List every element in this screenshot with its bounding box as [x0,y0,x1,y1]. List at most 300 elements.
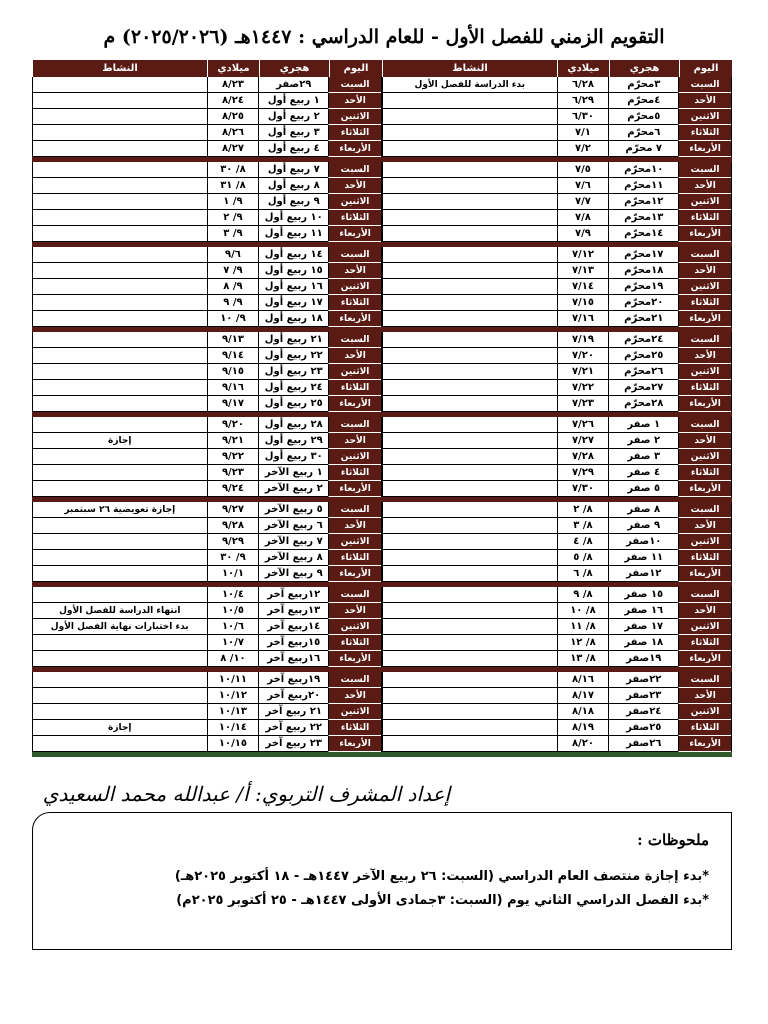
cell-day: السبت [328,247,381,263]
cell-gregorian: ٧/٢٧ [557,433,609,449]
cell-hijri: ٢٤محرّم [608,332,678,348]
cell-hijri: ٢٩ ربيع أول [258,433,328,449]
cell-day: السبت [328,332,381,348]
cell-hijri: ٢٠ربيع آخر [258,688,328,704]
table-row [32,518,381,534]
cell-hijri: ٢٨محرّم [608,396,678,412]
cell-gregorian: ٧/١٦ [557,311,609,327]
cell-hijri: ١ صفر [608,417,678,433]
cell-activity [382,279,557,295]
cell-activity [382,311,557,327]
cell-day: الأربعاء [328,141,381,157]
cell-activity [382,619,557,635]
cell-day: الأحد [328,433,381,449]
cell-gregorian: ٨/٢٣ [207,77,259,93]
cell-gregorian: ٧/٢٠ [557,348,609,364]
table-row [382,481,731,497]
cell-gregorian: ٨/ ١١ [557,619,609,635]
weeks-container [382,77,732,752]
table-row [382,77,731,93]
cell-activity [32,348,207,364]
table-row [382,162,731,178]
cell-hijri: ٤ ربيع أول [258,141,328,157]
table-row [382,704,731,720]
cell-day: الثلاثاء [678,380,731,396]
table-row [32,93,381,109]
cell-day: الأحد [328,518,381,534]
cell-gregorian: ٩/١٥ [207,364,259,380]
table-row [382,247,731,263]
cell-gregorian: ٨/١٩ [557,720,609,736]
cell-hijri: ٢٥ ربيع أول [258,396,328,412]
cell-activity [32,311,207,327]
table-row [382,688,731,704]
cell-activity [32,587,207,603]
cell-gregorian: ٨/ ٦ [557,566,609,582]
table-row [32,380,381,396]
cell-gregorian: ١٠/١١ [207,672,259,688]
cell-hijri: ٢٥صفر [608,720,678,736]
cell-day: الاثنين [328,619,381,635]
cell-activity [382,380,557,396]
cell-activity [382,566,557,582]
cell-activity: بدء الدراسة للفصل الأول [382,77,557,93]
cell-gregorian: ١٠/١٣ [207,704,259,720]
cell-activity [32,635,207,651]
cell-hijri: ٢٤ ربيع أول [258,380,328,396]
cell-activity [382,433,557,449]
cell-gregorian: ٨/١٨ [557,704,609,720]
header-activity: النشاط [382,60,557,77]
cell-activity [382,125,557,141]
table-row [32,449,381,465]
table-row [32,603,381,619]
cell-activity [32,178,207,194]
cell-activity [32,672,207,688]
cell-gregorian: ٦/٣٠ [557,109,609,125]
cell-gregorian: ٩/٢٤ [207,481,259,497]
calendar-tables [32,60,732,772]
cell-activity [32,364,207,380]
cell-activity [382,603,557,619]
cell-day: الثلاثاء [678,550,731,566]
table-row [382,417,731,433]
cell-gregorian: ٨/ ١٢ [557,635,609,651]
table-row [382,396,731,412]
cell-day: السبت [328,587,381,603]
week-block [32,77,382,157]
cell-day: الأربعاء [328,226,381,242]
week-block [32,247,382,327]
cell-hijri: ٤محرّم [608,93,678,109]
cell-gregorian: ٩/٢٩ [207,534,259,550]
cell-gregorian: ٨/ ١٠ [557,603,609,619]
week-block [382,502,732,582]
cell-hijri: ٤ صفر [608,465,678,481]
cell-day: الأحد [328,603,381,619]
cell-activity [382,550,557,566]
cell-hijri: ٥محرّم [608,109,678,125]
cell-hijri: ١٠صفر [608,534,678,550]
cell-activity: إجازة [32,720,207,736]
cell-activity [32,279,207,295]
cell-gregorian: ٧/١٢ [557,247,609,263]
cell-hijri: ١٦ ربيع أول [258,279,328,295]
cell-activity: انتهاء الدراسة للفصل الأول [32,603,207,619]
cell-day: السبت [678,77,731,93]
table-row [382,263,731,279]
cell-activity [32,247,207,263]
cell-gregorian: ٧/١٣ [557,263,609,279]
table-row [32,672,381,688]
cell-activity [382,396,557,412]
table-bottom-bar [32,752,382,757]
cell-hijri: ١٧ ربيع أول [258,295,328,311]
table-row [32,247,381,263]
cell-hijri: ٢٢ ربيع أول [258,348,328,364]
cell-gregorian: ٩/ ١٠ [207,311,259,327]
cell-day: الثلاثاء [328,295,381,311]
table-row [32,279,381,295]
cell-day: الأحد [678,433,731,449]
table-row [382,109,731,125]
cell-gregorian: ٧/٢٦ [557,417,609,433]
cell-hijri: ١٨ ربيع أول [258,311,328,327]
cell-hijri: ٢٢صفر [608,672,678,688]
cell-hijri: ١١ صفر [608,550,678,566]
cell-activity [32,449,207,465]
cell-activity [382,364,557,380]
cell-day: الأربعاء [328,311,381,327]
cell-day: الأربعاء [678,736,731,752]
table-row [382,194,731,210]
cell-day: الأربعاء [678,396,731,412]
cell-gregorian: ٨/ ٣١ [207,178,259,194]
table-row [32,534,381,550]
week-block [32,502,382,582]
cell-hijri: ١٢ربيع آخر [258,587,328,603]
cell-activity [32,518,207,534]
week-block [382,672,732,752]
cell-gregorian: ١٠/ ٨ [207,651,259,667]
cell-hijri: ٣محرّم [608,77,678,93]
cell-hijri: ٣٠ ربيع أول [258,449,328,465]
cell-hijri: ٢٤صفر [608,704,678,720]
table-row [382,619,731,635]
cell-day: الاثنين [678,194,731,210]
cell-gregorian: ٩/ ٧ [207,263,259,279]
table-row [32,704,381,720]
week-block [382,587,732,667]
cell-gregorian: ٧/١٤ [557,279,609,295]
table-row [382,433,731,449]
header-gregorian: ميلادي [207,60,259,77]
cell-activity [382,688,557,704]
cell-gregorian: ٧/١٥ [557,295,609,311]
cell-gregorian: ١٠/١٤ [207,720,259,736]
week-block [382,77,732,157]
table-row [382,502,731,518]
cell-day: الأحد [678,348,731,364]
table-row [32,417,381,433]
cell-activity [382,109,557,125]
cell-hijri: ٢١ ربيع آخر [258,704,328,720]
cell-hijri: ٦ ربيع الآخر [258,518,328,534]
cell-hijri: ٢٥محرّم [608,348,678,364]
cell-activity [382,502,557,518]
cell-day: الأربعاء [678,566,731,582]
cell-activity [32,417,207,433]
cell-day: الاثنين [678,109,731,125]
cell-day: الاثنين [678,364,731,380]
cell-hijri: ١٥ربيع آخر [258,635,328,651]
cell-activity [32,550,207,566]
cell-day: الثلاثاء [328,125,381,141]
cell-gregorian: ٩/ ٨ [207,279,259,295]
cell-activity [382,704,557,720]
cell-hijri: ١٩صفر [608,651,678,667]
cell-hijri: ١٧ صفر [608,619,678,635]
cell-day: الاثنين [678,704,731,720]
cell-hijri: ١٣محرّم [608,210,678,226]
cell-day: الاثنين [678,449,731,465]
cell-activity [32,332,207,348]
cell-activity [32,736,207,752]
table-row [32,125,381,141]
cell-hijri: ٧ ربيع أول [258,162,328,178]
note-line: *بدء إجازة منتصف العام الدراسي (السبت: ٢٦ ربيع الآخر ١٤٤٧هـ - ١٨ أكتوبر ٢٠٢٥هـ) [174,869,709,884]
table-row [32,210,381,226]
table-row [32,109,381,125]
cell-day: الثلاثاء [678,465,731,481]
table-row [32,263,381,279]
cell-activity [382,417,557,433]
cell-hijri: ٢٧محرّم [608,380,678,396]
table-header [382,60,732,77]
table-row [32,77,381,93]
cell-hijri: ٢ صفر [608,433,678,449]
table-row [32,720,381,736]
cell-day: الاثنين [328,449,381,465]
cell-activity [382,247,557,263]
cell-activity [382,263,557,279]
cell-gregorian: ٩/١٧ [207,396,259,412]
cell-activity [382,141,557,157]
cell-gregorian: ٩/٢٧ [207,502,259,518]
cell-gregorian: ٨/٢٦ [207,125,259,141]
cell-activity [32,295,207,311]
cell-gregorian: ٨/ ٢ [557,502,609,518]
cell-hijri: ٢٢ ربيع آخر [258,720,328,736]
cell-day: الاثنين [328,109,381,125]
cell-activity [32,125,207,141]
cell-activity [382,635,557,651]
table-row [32,587,381,603]
cell-day: الأحد [678,603,731,619]
cell-activity [382,672,557,688]
cell-day: الأحد [328,178,381,194]
note-line: *بدء الفصل الدراسي الثاني يوم (السبت: ٣جمادى الأولى ١٤٤٧هـ - ٢٥ أكتوبر ٢٠٢٥م) [176,893,709,908]
cell-hijri: ١٠ ربيع أول [258,210,328,226]
cell-day: الثلاثاء [678,635,731,651]
cell-hijri: ٢٩صفر [258,77,328,93]
cell-gregorian: ٧/٢ [557,141,609,157]
table-row [382,534,731,550]
cell-hijri: ٨ ربيع الآخر [258,550,328,566]
cell-gregorian: ٩/٦ [207,247,259,263]
cell-gregorian: ٨/ ٣٠ [207,162,259,178]
header-activity: النشاط [32,60,207,77]
cell-gregorian: ٩/ ٣٠ [207,550,259,566]
cell-gregorian: ٨/ ٥ [557,550,609,566]
cell-gregorian: ٧/٩ [557,226,609,242]
cell-day: الثلاثاء [678,295,731,311]
page-title: التقويم الزمني للفصل الأول - للعام الدراسي : ١٤٤٧هـ (٢٠٢٥/٢٠٢٦) م [103,26,665,48]
table-row [382,210,731,226]
cell-hijri: ٢١محرّم [608,311,678,327]
cell-activity [32,481,207,497]
cell-hijri: ٥ صفر [608,481,678,497]
cell-hijri: ١٨محرّم [608,263,678,279]
cell-hijri: ١٥ ربيع أول [258,263,328,279]
cell-gregorian: ٧/٥ [557,162,609,178]
cell-day: السبت [328,77,381,93]
cell-hijri: ٢١ ربيع أول [258,332,328,348]
header-gregorian: ميلادي [557,60,609,77]
week-block [382,247,732,327]
cell-gregorian: ٨/ ٣ [557,518,609,534]
cell-activity [382,194,557,210]
cell-day: الثلاثاء [678,720,731,736]
week-block [32,332,382,412]
table-row [382,518,731,534]
cell-day: الثلاثاء [328,635,381,651]
cell-activity [382,587,557,603]
cell-hijri: ٢ ربيع أول [258,109,328,125]
cell-activity [382,348,557,364]
cell-day: الأربعاء [328,481,381,497]
cell-gregorian: ٩/ ٢ [207,210,259,226]
cell-day: الأحد [328,263,381,279]
cell-gregorian: ٨/ ١٣ [557,651,609,667]
header-hijri: هجري [259,60,329,77]
cell-activity: إجازة تعويضية ٢٦ سبتمبر [32,502,207,518]
cell-hijri: ١٠محرّم [608,162,678,178]
table-row [382,141,731,157]
cell-day: السبت [328,672,381,688]
cell-gregorian: ٧/٢٢ [557,380,609,396]
cell-hijri: ١ ربيع أول [258,93,328,109]
cell-activity [382,736,557,752]
cell-day: الثلاثاء [328,210,381,226]
cell-activity [382,93,557,109]
cell-day: الأحد [328,348,381,364]
table-row [382,550,731,566]
cell-activity [32,141,207,157]
table-row [382,587,731,603]
cell-hijri: ٢ ربيع الآخر [258,481,328,497]
cell-gregorian: ٨/٢٠ [557,736,609,752]
cell-hijri: ٢٦محرّم [608,364,678,380]
table-row [32,502,381,518]
cell-gregorian: ٩/ ٣ [207,226,259,242]
cell-hijri: ٨ ربيع أول [258,178,328,194]
cell-activity [32,688,207,704]
cell-day: السبت [678,587,731,603]
cell-hijri: ١٧محرّم [608,247,678,263]
cell-hijri: ٢٣ ربيع أول [258,364,328,380]
cell-hijri: ١٤ ربيع أول [258,247,328,263]
table-row [32,566,381,582]
table-row [382,295,731,311]
cell-activity [32,566,207,582]
cell-day: الاثنين [328,279,381,295]
cell-day: الأربعاء [678,141,731,157]
cell-gregorian: ١٠/٦ [207,619,259,635]
cell-gregorian: ٩/١٣ [207,332,259,348]
cell-gregorian: ١٠/١٥ [207,736,259,752]
cell-day: الثلاثاء [328,465,381,481]
week-block [32,162,382,242]
cell-activity [382,518,557,534]
cell-hijri: ٧ محرّم [608,141,678,157]
cell-day: السبت [328,417,381,433]
cell-gregorian: ٩/ ١ [207,194,259,210]
cell-day: السبت [678,247,731,263]
cell-day: الأحد [328,93,381,109]
cell-day: الأربعاء [678,481,731,497]
table-row [382,226,731,242]
cell-gregorian: ٩/٢١ [207,433,259,449]
cell-day: الأربعاء [328,651,381,667]
cell-activity [382,295,557,311]
cell-activity [382,332,557,348]
cell-activity [382,449,557,465]
table-row [382,332,731,348]
table-row [32,635,381,651]
cell-hijri: ٣ صفر [608,449,678,465]
table-row [382,720,731,736]
table-row [32,295,381,311]
cell-gregorian: ١٠/٤ [207,587,259,603]
table-row [382,566,731,582]
cell-activity [32,396,207,412]
cell-gregorian: ٧/٢٨ [557,449,609,465]
table-row [382,465,731,481]
cell-gregorian: ٧/٦ [557,178,609,194]
table-row [382,311,731,327]
cell-day: الأحد [678,518,731,534]
cell-gregorian: ١٠/٥ [207,603,259,619]
cell-hijri: ١٥ صفر [608,587,678,603]
cell-day: الثلاثاء [678,210,731,226]
cell-day: الثلاثاء [678,125,731,141]
table-row [32,194,381,210]
table-row [382,449,731,465]
table-row [382,93,731,109]
table-row [382,364,731,380]
cell-day: الاثنين [678,619,731,635]
cell-gregorian: ٧/٣٠ [557,481,609,497]
cell-hijri: ١٤ربيع آخر [258,619,328,635]
cell-day: السبت [678,332,731,348]
cell-hijri: ١٢صفر [608,566,678,582]
week-block [32,587,382,667]
weeks-container [32,77,382,752]
table-header [32,60,382,77]
cell-day: الأحد [328,688,381,704]
cell-gregorian: ٩/٢٨ [207,518,259,534]
